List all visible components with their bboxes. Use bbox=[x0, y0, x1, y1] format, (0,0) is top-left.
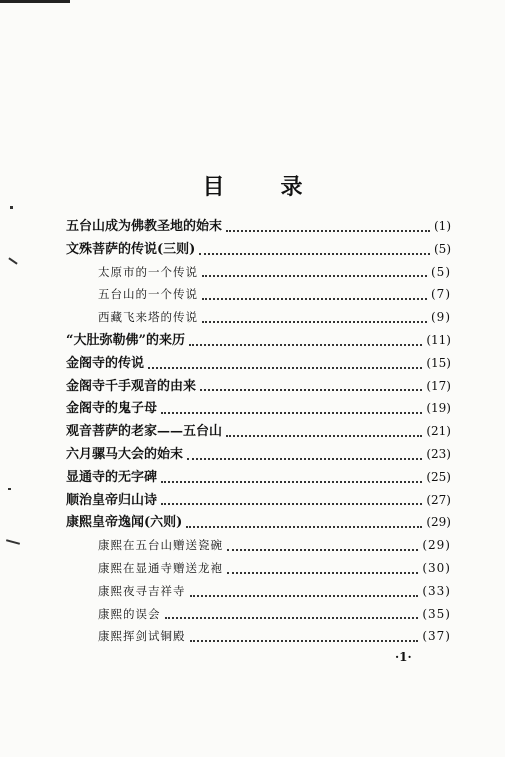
toc-entry bbox=[66, 352, 451, 375]
title-char-2: 录 bbox=[280, 175, 303, 200]
toc-entry-page: (33) bbox=[422, 583, 451, 598]
dot-leader bbox=[226, 229, 430, 232]
dot-leader bbox=[161, 502, 422, 505]
toc-entry-title: 康熙在显通寺赠送龙袍 bbox=[98, 560, 223, 575]
toc-entry-title: 显通寺的无字碑 bbox=[66, 469, 158, 485]
toc-entry-page: (7) bbox=[431, 287, 451, 302]
toc-entry bbox=[66, 466, 451, 489]
toc-entry-page: (21) bbox=[426, 424, 451, 439]
table-of-contents bbox=[66, 215, 451, 648]
toc-entry-title: 五台山的一个传说 bbox=[98, 287, 198, 302]
toc-entry-page: (9) bbox=[431, 310, 451, 325]
toc-entry-title: 金阁寺千手观音的由来 bbox=[66, 378, 197, 394]
toc-entry-title: 六月骡马大会的始末 bbox=[66, 446, 184, 462]
toc-entry-page: (23) bbox=[426, 446, 451, 461]
toc-entry-page: (5) bbox=[431, 264, 451, 279]
toc-entry bbox=[66, 397, 451, 420]
dot-leader bbox=[202, 297, 427, 300]
margin-mark bbox=[10, 206, 13, 209]
title-char-1: 目 bbox=[202, 175, 225, 200]
toc-subentry bbox=[66, 625, 451, 648]
toc-entry bbox=[66, 238, 451, 261]
toc-entry bbox=[66, 329, 451, 352]
toc-entry-title: 康熙挥剑试铜殿 bbox=[98, 629, 186, 644]
toc-entry bbox=[66, 443, 451, 466]
dot-leader bbox=[227, 548, 418, 551]
toc-entry-page: (37) bbox=[422, 629, 451, 644]
dot-leader bbox=[227, 571, 418, 574]
dot-leader bbox=[202, 274, 427, 277]
toc-entry bbox=[66, 375, 451, 398]
dot-leader bbox=[200, 388, 422, 391]
toc-subentry bbox=[66, 283, 451, 306]
toc-subentry bbox=[66, 603, 451, 626]
toc-entry-page: (17) bbox=[426, 378, 451, 393]
margin-mark bbox=[6, 539, 20, 545]
toc-entry-title: 康熙夜寻吉祥寺 bbox=[98, 583, 186, 598]
toc-entry-page: (5) bbox=[434, 241, 451, 256]
toc-entry-title: 西藏飞来塔的传说 bbox=[98, 310, 198, 325]
margin-mark bbox=[8, 488, 11, 490]
toc-entry-title: 康熙的误会 bbox=[98, 606, 161, 621]
toc-entry-title: 观音菩萨的老家——五台山 bbox=[66, 424, 223, 440]
dot-leader bbox=[186, 525, 422, 528]
dot-leader bbox=[187, 457, 422, 460]
toc-subentry bbox=[66, 534, 451, 557]
dot-leader bbox=[148, 366, 422, 369]
toc-entry-page: (19) bbox=[426, 401, 451, 416]
toc-subentry bbox=[66, 580, 451, 603]
toc-entry bbox=[66, 511, 451, 534]
toc-entry bbox=[66, 420, 451, 443]
top-edge-mark bbox=[0, 0, 70, 3]
toc-entry-title: 五台山成为佛教圣地的始末 bbox=[66, 219, 223, 234]
toc-subentry bbox=[66, 261, 451, 284]
page-title bbox=[0, 170, 505, 201]
dot-leader bbox=[202, 320, 427, 323]
toc-entry-title: “大肚弥勒佛”的来历 bbox=[66, 332, 185, 348]
dot-leader bbox=[165, 616, 419, 619]
toc-entry-page: (29) bbox=[426, 515, 451, 530]
dot-leader bbox=[161, 411, 422, 414]
toc-entry-title: 太原市的一个传说 bbox=[98, 264, 198, 279]
toc-entry-title: 顺治皇帝归山诗 bbox=[66, 492, 158, 508]
dot-leader bbox=[161, 480, 422, 483]
toc-entry-title: 文殊菩萨的传说(三则) bbox=[66, 241, 196, 257]
page-number: ·1· bbox=[395, 650, 412, 664]
dot-leader bbox=[189, 343, 422, 346]
dot-leader bbox=[190, 594, 419, 597]
toc-entry-page: (27) bbox=[426, 492, 451, 507]
toc-subentry bbox=[66, 557, 451, 580]
toc-entry-title: 康熙皇帝逸闻(六则) bbox=[66, 515, 183, 531]
dot-leader bbox=[190, 639, 419, 642]
toc-subentry bbox=[66, 306, 451, 329]
toc-entry-title: 金阁寺的鬼子母 bbox=[66, 401, 158, 417]
toc-entry bbox=[66, 215, 451, 238]
toc-entry-title: 金阁寺的传说 bbox=[66, 355, 145, 371]
margin-mark bbox=[8, 257, 17, 264]
toc-entry-page: (11) bbox=[426, 332, 451, 347]
toc-entry-page: (29) bbox=[422, 538, 451, 553]
toc-entry-page: (30) bbox=[422, 560, 451, 575]
toc-entry-page: (35) bbox=[422, 606, 451, 621]
toc-entry-page: (15) bbox=[426, 355, 451, 370]
dot-leader bbox=[226, 434, 422, 437]
toc-entry-page: (25) bbox=[426, 469, 451, 484]
toc-entry-title: 康熙在五台山赠送瓷碗 bbox=[98, 538, 223, 553]
dot-leader bbox=[199, 252, 430, 255]
toc-entry-page: (1) bbox=[434, 219, 451, 233]
toc-entry bbox=[66, 489, 451, 512]
